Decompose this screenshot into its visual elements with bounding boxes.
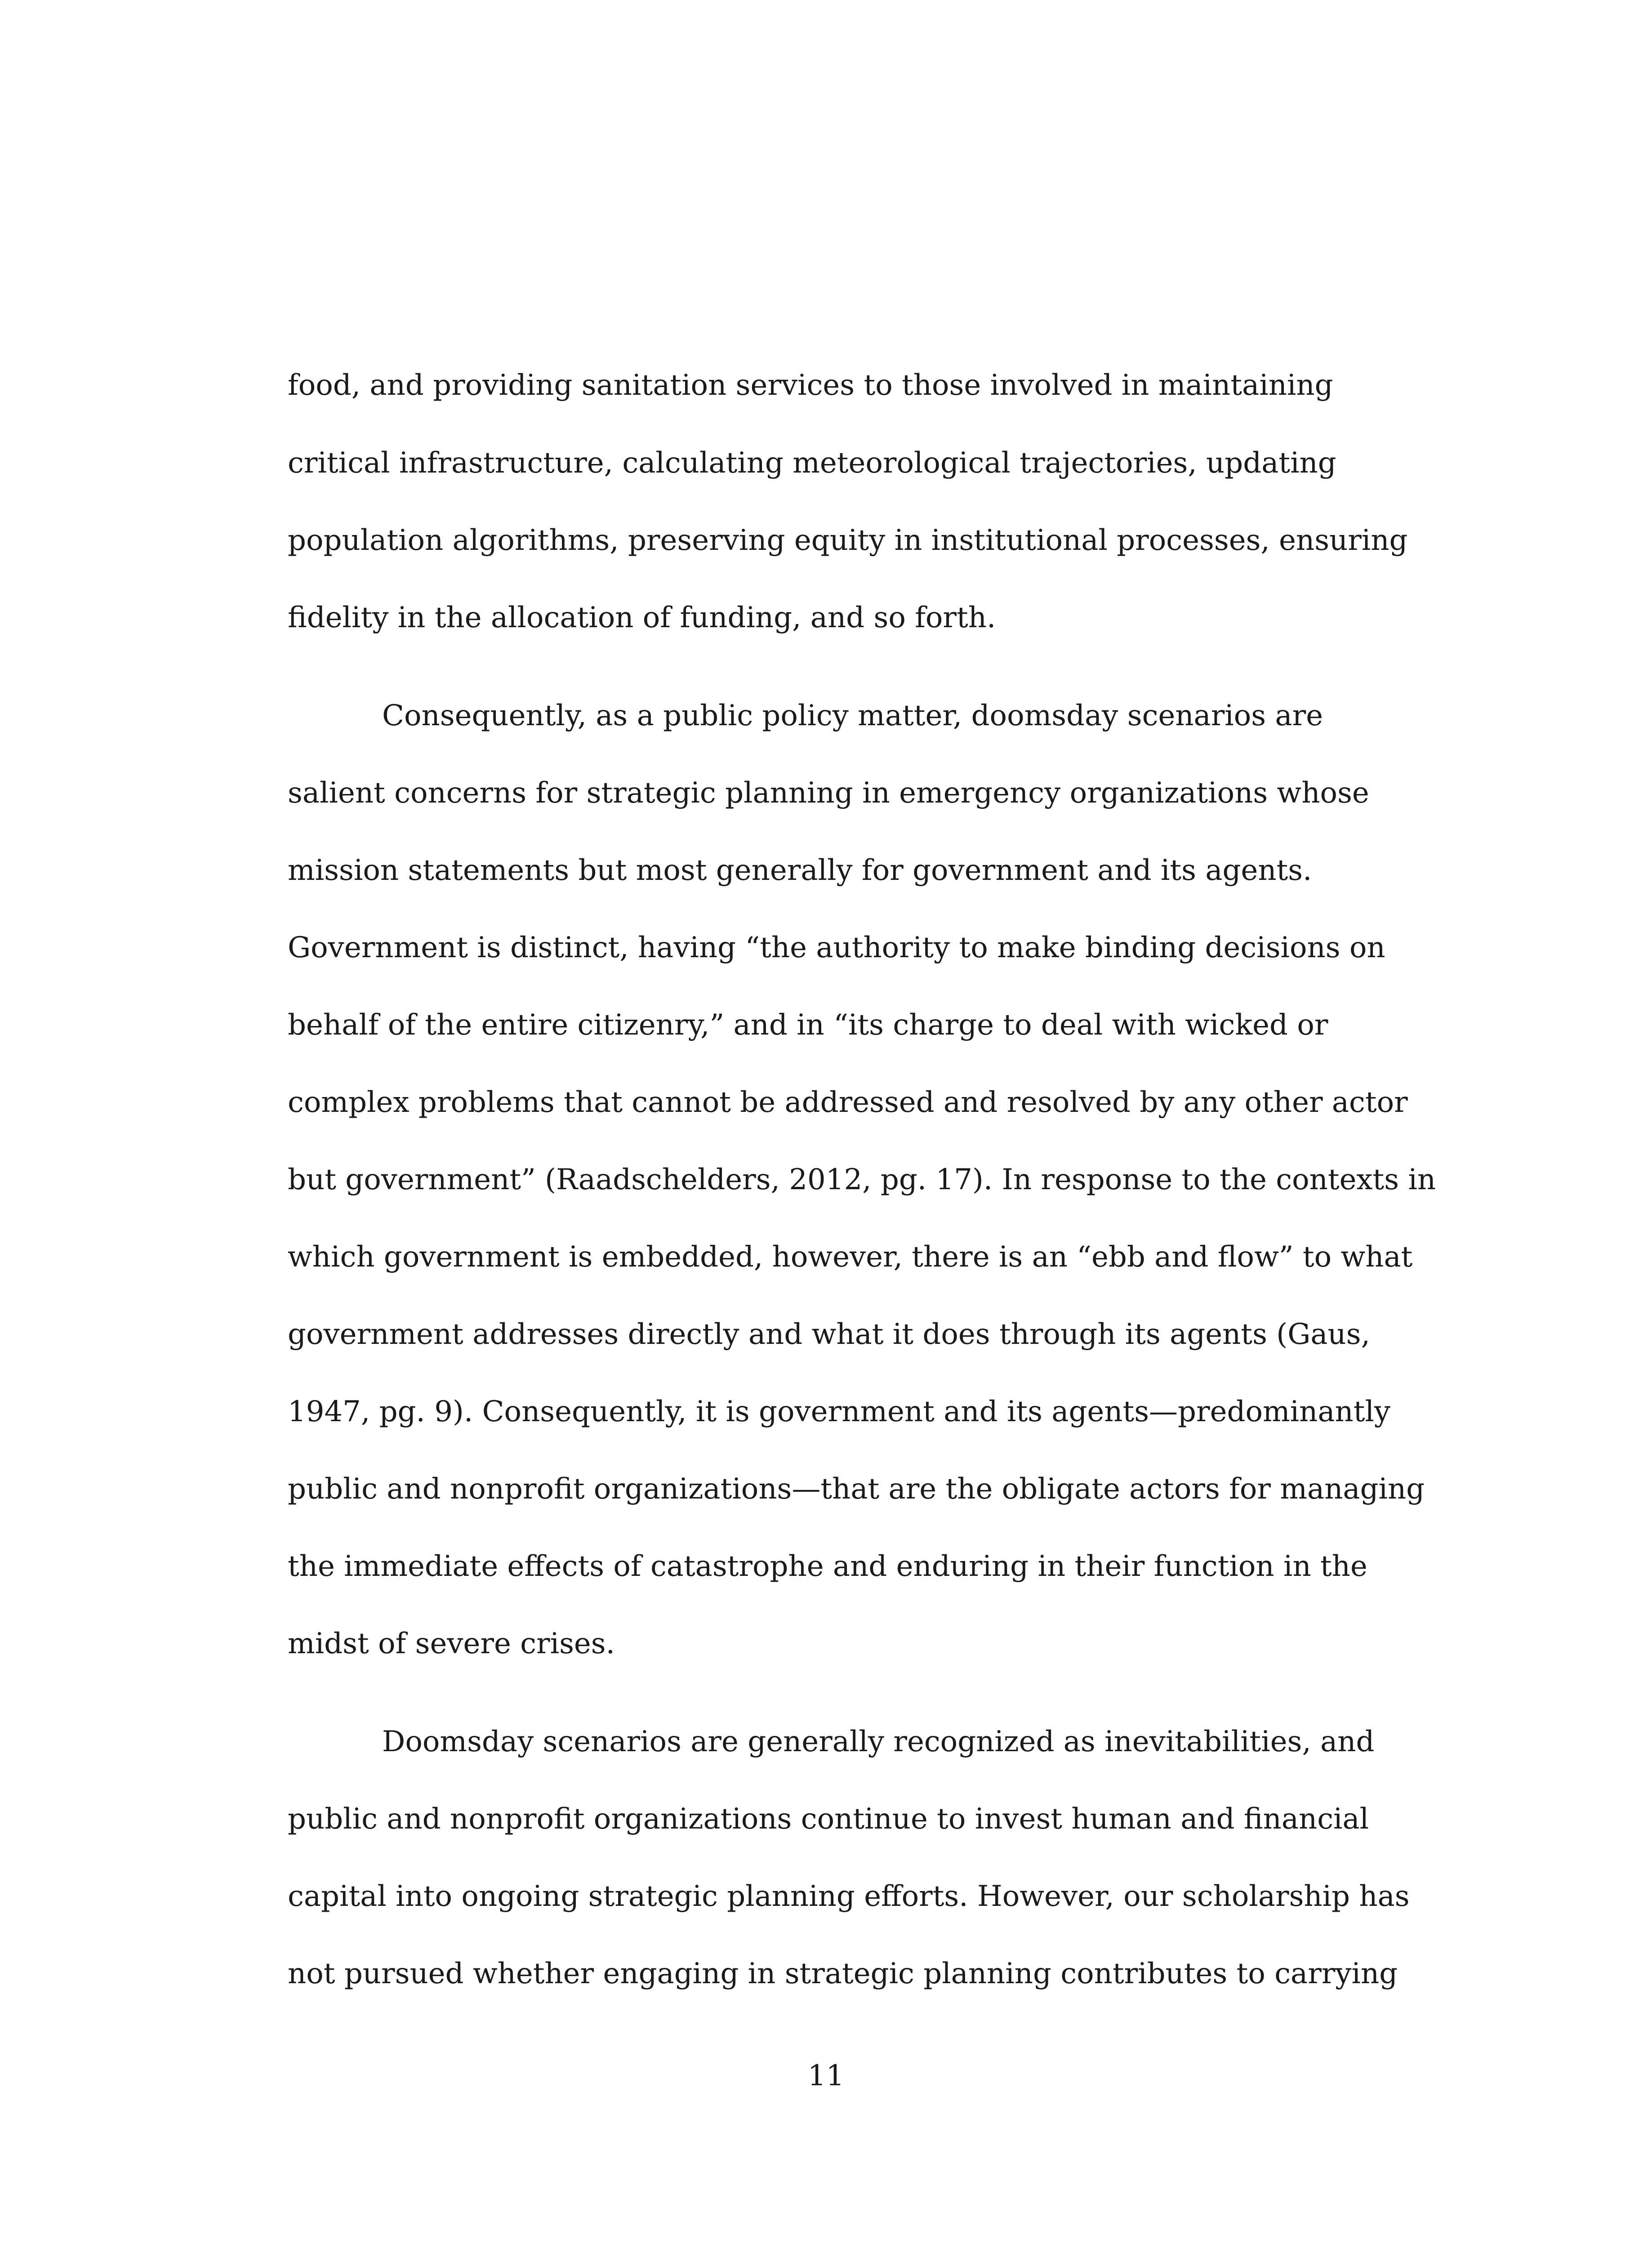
text-line: public and nonprofit organizations continue to invest human and financial <box>288 1802 1369 1836</box>
text-line: mission statements but most generally for government and its agents. <box>288 854 1312 887</box>
text-line: Consequently, as a public policy matter, doomsday scenarios are <box>382 699 1323 732</box>
text-line: Government is distinct, having “the authority to make binding decisions on <box>288 931 1385 964</box>
page-number: 11 <box>807 2059 845 2092</box>
text-line: critical infrastructure, calculating meteorological trajectories, updating <box>288 446 1336 480</box>
text-line: complex problems that cannot be addressed and resolved by any other actor <box>288 1086 1408 1119</box>
text-line: 1947, pg. 9). Consequently, it is government and its agents—predominantly <box>288 1395 1391 1428</box>
text-line: capital into ongoing strategic planning efforts. However, our scholarship has <box>288 1880 1410 1913</box>
text-line: which government is embedded, however, there is an “ebb and flow” to what <box>288 1240 1413 1274</box>
text-line: salient concerns for strategic planning in emergency organizations whose <box>288 776 1369 810</box>
text-line: but government” (Raadschelders, 2012, pg. 17). In response to the contexts in <box>288 1163 1436 1196</box>
text-line: Doomsday scenarios are generally recognized as inevitabilities, and <box>382 1725 1375 1758</box>
text-line: food, and providing sanitation services to those involved in maintaining <box>288 369 1333 402</box>
text-line: public and nonprofit organizations—that are the obligate actors for managing <box>288 1472 1425 1506</box>
text-line: not pursued whether engaging in strategic planning contributes to carrying <box>288 1957 1398 1990</box>
text-line: the immediate effects of catastrophe and enduring in their function in the <box>288 1550 1367 1583</box>
text-line: fidelity in the allocation of funding, and so forth. <box>288 601 996 634</box>
text-line: behalf of the entire citizenry,” and in “its charge to deal with wicked or <box>288 1008 1328 1042</box>
text-line: midst of severe crises. <box>288 1627 615 1660</box>
text-line: government addresses directly and what it does through its agents (Gaus, <box>288 1318 1370 1351</box>
text-line: population algorithms, preserving equity in institutional processes, ensuring <box>288 524 1408 557</box>
